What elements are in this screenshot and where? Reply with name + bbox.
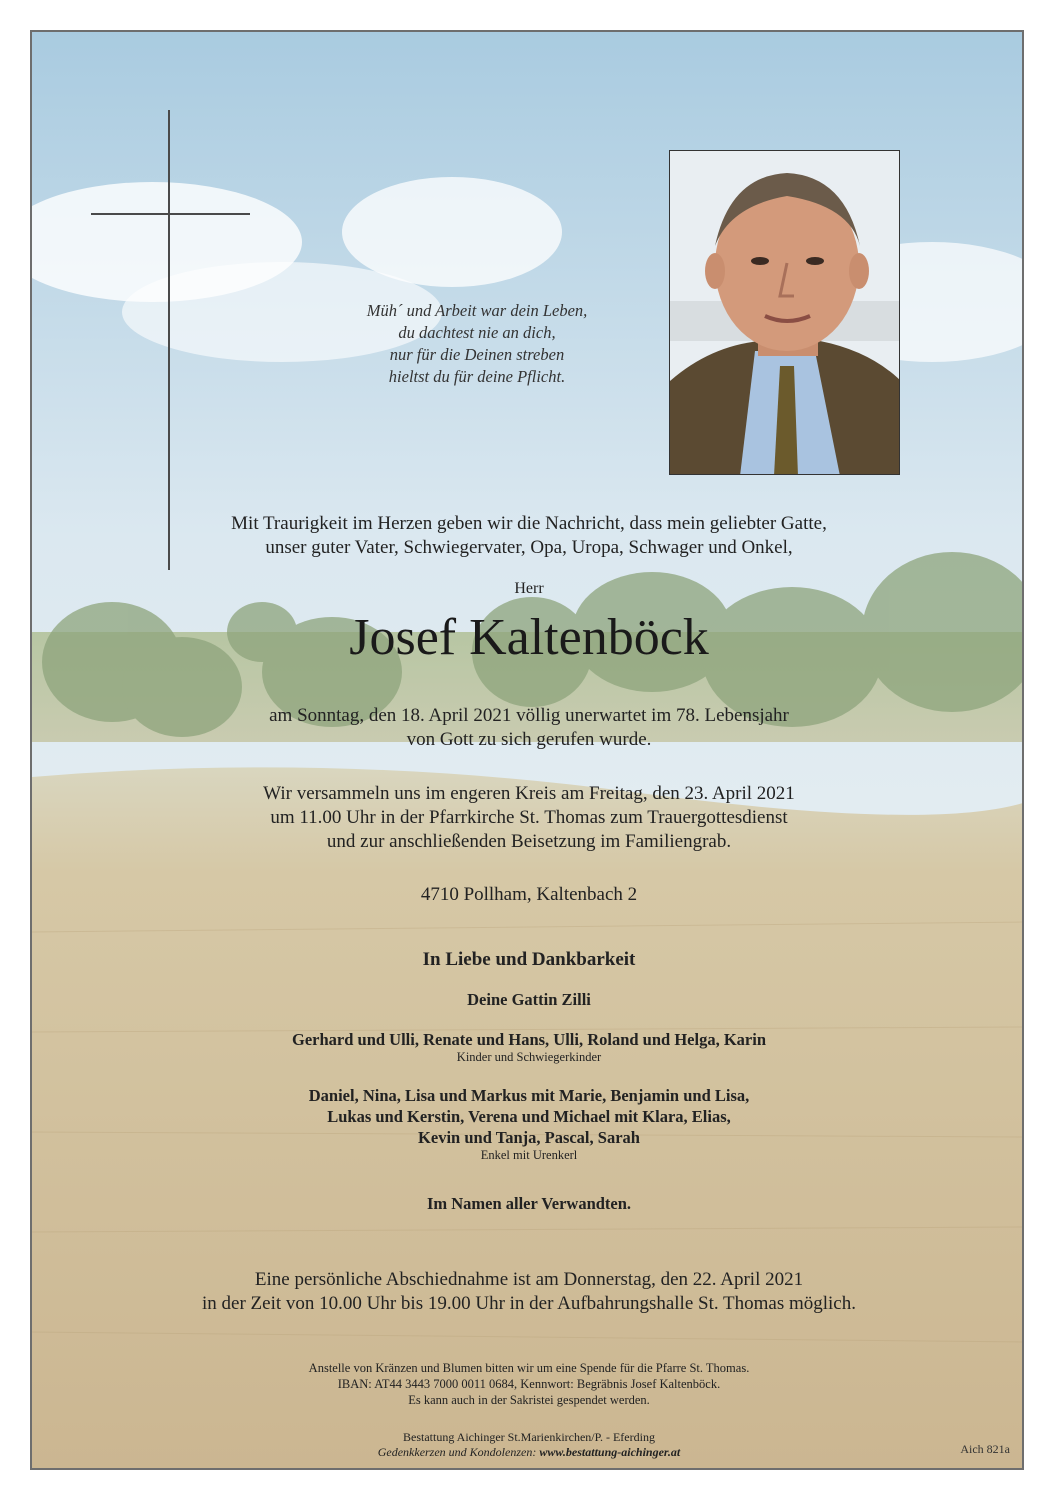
deceased-name: Josef Kaltenböck: [349, 609, 709, 666]
grandchildren-group: [32, 1085, 1024, 1163]
donation-line: Es kann auch in der Sakristei gespendet werden.: [408, 1393, 650, 1407]
spouse: Deine Gattin Zilli: [467, 990, 591, 1009]
service-line: Wir versammeln uns im engeren Kreis am Freitag, den 23. April 2021: [263, 783, 795, 804]
service-line: und zur anschließenden Beisetzung im Familiengrab.: [326, 831, 732, 852]
grandchildren-line: Kevin und Tanja, Pascal, Sarah: [418, 1128, 640, 1147]
poem-line: nur für die Deinen streben: [389, 345, 565, 364]
grandchildren-line: Daniel, Nina, Lisa und Markus mit Marie, Benjamin und Lisa,: [308, 1086, 750, 1105]
service-details: [32, 782, 1024, 854]
donation-line: IBAN: AT44 3443 7000 0011 0684, Kennwort: Begräbnis Josef Kaltenböck.: [337, 1377, 721, 1391]
print-code: Aich 821a: [960, 1442, 1010, 1456]
obituary-frame: [30, 30, 1024, 1470]
poem-line: hieltst du für deine Pflicht.: [388, 367, 566, 386]
death-notice: [32, 704, 1024, 752]
poem-line: Müh´ und Arbeit war dein Leben,: [366, 301, 588, 320]
family-address: 4710 Pollham, Kaltenbach 2: [420, 884, 638, 905]
announcement-intro: [32, 512, 1024, 560]
mourners-heading: In Liebe und Dankbarkeit: [422, 949, 636, 970]
footer: [32, 1430, 1024, 1460]
portrait-photo: [669, 150, 900, 475]
poem-line: du dachtest nie an dich,: [398, 323, 556, 342]
obituary-content: [32, 32, 1022, 1468]
relatives-line: Im Namen aller Verwandten.: [426, 1194, 632, 1213]
salutation: Herr: [514, 580, 544, 597]
latin-cross-bar: [91, 213, 250, 215]
intro-line: Mit Traurigkeit im Herzen geben wir die Nachricht, dass mein geliebter Gatte,: [231, 513, 827, 534]
children-caption: Kinder und Schwiegerkinder: [456, 1050, 602, 1064]
undertaker-name: Bestattung Aichinger St.Marienkirchen/P. - Eferding: [403, 1430, 655, 1444]
farewell-line: in der Zeit von 10.00 Uhr bis 19.00 Uhr in der Aufbahrungshalle St. Thomas möglich.: [201, 1293, 856, 1314]
donation-line: Anstelle von Kränzen und Blumen bitten wir um eine Spende für die Pfarre St. Thomas.: [308, 1361, 750, 1375]
intro-line: unser guter Vater, Schwiegervater, Opa, Uropa, Schwager und Onkel,: [265, 537, 793, 558]
service-line: um 11.00 Uhr in der Pfarrkirche St. Thomas zum Trauergottesdienst: [270, 807, 788, 828]
grandchildren-line: Lukas und Kerstin, Verena und Michael mit Klara, Elias,: [327, 1107, 731, 1126]
condolence-label: Gedenkkerzen und Kondolenzen:: [377, 1445, 537, 1459]
donation-notice: [32, 1360, 1024, 1408]
farewell-notice: [32, 1268, 1024, 1316]
grandchildren-caption: Enkel mit Urenkerl: [480, 1148, 578, 1162]
death-line: am Sonntag, den 18. April 2021 völlig unerwartet im 78. Lebensjahr: [269, 705, 789, 726]
memorial-poem: [312, 300, 642, 388]
website-link[interactable]: www.bestattung-aichinger.at: [539, 1445, 681, 1459]
farewell-line: Eine persönliche Abschiednahme ist am Donnerstag, den 22. April 2021: [254, 1269, 804, 1290]
children-group: [32, 1029, 1024, 1065]
latin-cross-icon: [168, 110, 170, 570]
death-line: von Gott zu sich gerufen wurde.: [406, 729, 652, 750]
children-names: Gerhard und Ulli, Renate und Hans, Ulli, Roland und Helga, Karin: [291, 1030, 766, 1049]
